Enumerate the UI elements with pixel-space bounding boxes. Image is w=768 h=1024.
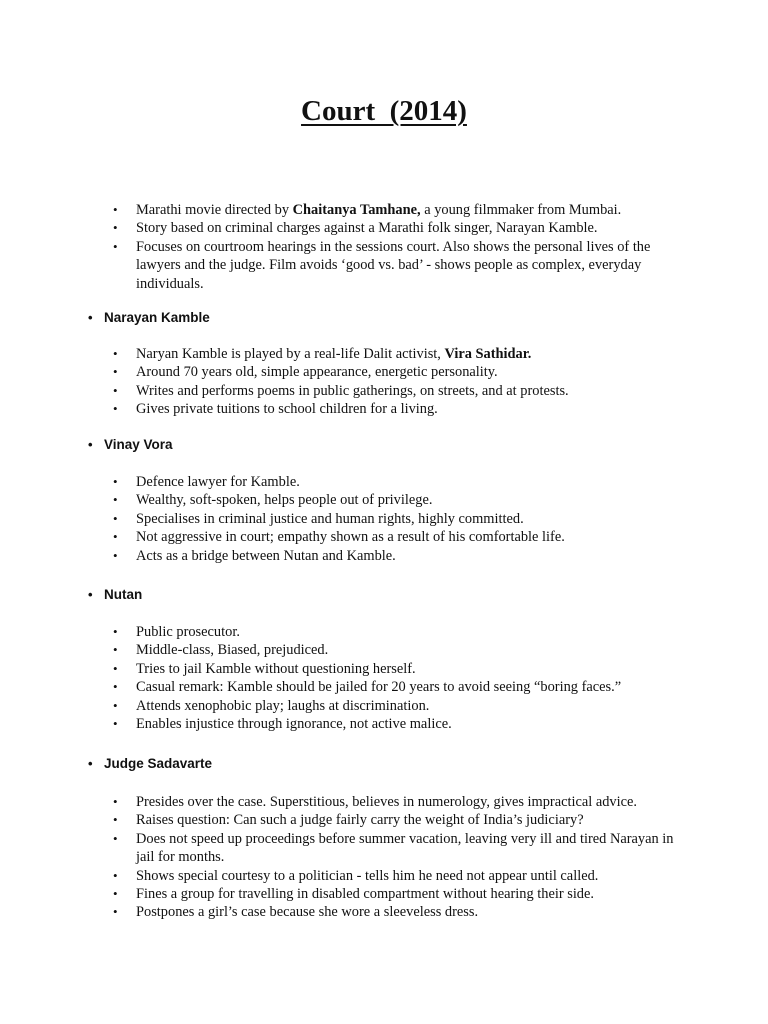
list-item: • Presides over the case. Superstitious, believes in numerology, gives impractical advice. xyxy=(0,793,676,811)
list-item: • Wealthy, soft-spoken, helps people out of privilege. xyxy=(0,491,676,509)
list-item: • Specialises in criminal justice and human rights, highly committed. xyxy=(0,510,676,528)
list-item: • Middle-class, Biased, prejudiced. xyxy=(0,641,676,659)
list-item: • Postpones a girl’s case because she wore a sleeveless dress. xyxy=(0,903,676,921)
list-item: • Acts as a bridge between Nutan and Kamble. xyxy=(0,547,676,565)
list-item: • Raises question: Can such a judge fairly carry the weight of India’s judiciary? xyxy=(0,811,676,829)
narayan-kamble-list xyxy=(0,345,676,419)
list-item: • Shows special courtesy to a politician - tells him he need not appear until called. xyxy=(0,867,676,885)
document-title-text: Court (2014) xyxy=(301,95,467,127)
list-item: • Defence lawyer for Kamble. xyxy=(0,473,676,491)
bullet-icon: • xyxy=(88,310,93,325)
list-item: • Not aggressive in court; empathy shown as a result of his comfortable life. xyxy=(0,528,676,546)
list-item: • Gives private tuitions to school children for a living. xyxy=(0,400,676,418)
document-title xyxy=(0,93,768,129)
intro-item: • Focuses on courtroom hearings in the sessions court. Also shows the personal lives of the lawyers and the judge. Film avoids ‘good vs. bad’ - shows people as complex, everyday individuals. xyxy=(0,238,676,293)
list-item: • Does not speed up proceedings before summer vacation, leaving very ill and tired Narayan in jail for months. xyxy=(0,830,676,867)
list-item: • Writes and performs poems in public gatherings, on streets, and at protests. xyxy=(0,382,676,400)
list-item: • Tries to jail Kamble without questioning herself. xyxy=(0,660,676,678)
section-heading-label: Narayan Kamble xyxy=(104,310,210,325)
bullet-icon: • xyxy=(88,587,93,602)
judge-sadavarte-list xyxy=(0,793,676,922)
list-item: • Naryan Kamble is played by a real-life Dalit activist, Vira Sathidar. xyxy=(0,345,676,363)
intro-item: • Marathi movie directed by Chaitanya Tamhane, a young filmmaker from Mumbai. xyxy=(0,201,676,219)
bullet-icon: • xyxy=(88,437,93,452)
section-heading-label: Judge Sadavarte xyxy=(104,756,213,771)
vinay-vora-list xyxy=(0,473,676,565)
bullet-icon: • xyxy=(88,756,93,771)
nutan-list xyxy=(0,623,676,733)
section-heading-label: Vinay Vora xyxy=(104,437,173,452)
intro-item: • Story based on criminal charges against a Marathi folk singer, Narayan Kamble. xyxy=(0,219,676,237)
intro-list xyxy=(0,201,676,293)
section-heading-label: Nutan xyxy=(104,587,143,602)
list-item: • Casual remark: Kamble should be jailed for 20 years to avoid seeing “boring faces.” xyxy=(0,678,676,696)
list-item: • Enables injustice through ignorance, not active malice. xyxy=(0,715,676,733)
list-item: • Attends xenophobic play; laughs at discrimination. xyxy=(0,697,676,715)
list-item: • Fines a group for travelling in disabled compartment without hearing their side. xyxy=(0,885,676,903)
list-item: • Public prosecutor. xyxy=(0,623,676,641)
list-item: • Around 70 years old, simple appearance, energetic personality. xyxy=(0,363,676,381)
